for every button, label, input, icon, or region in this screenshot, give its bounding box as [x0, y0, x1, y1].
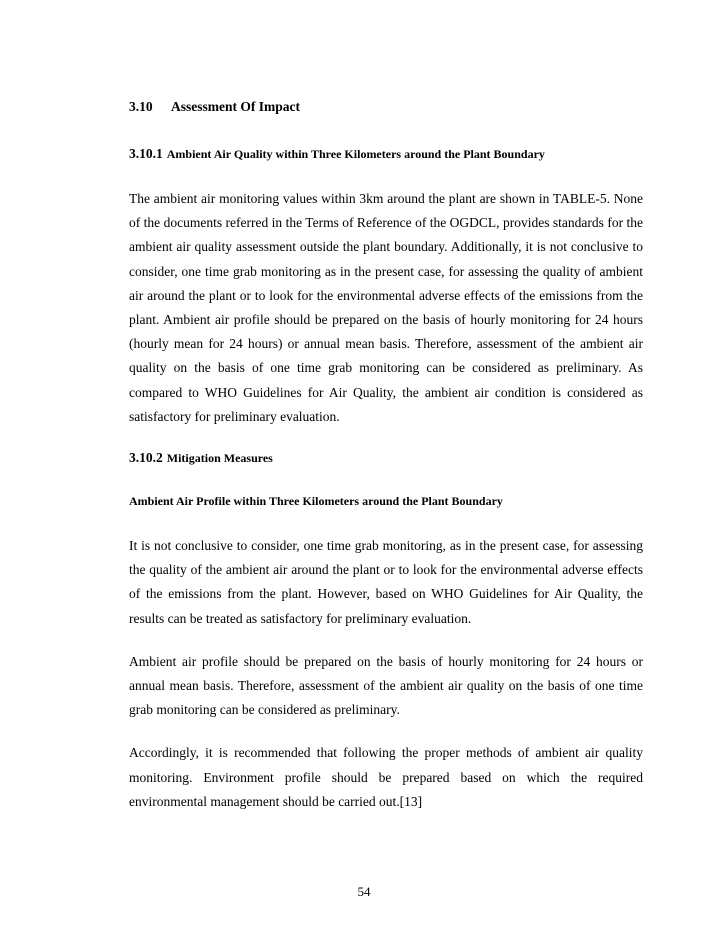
subsection-number-2: 3.10.2 [129, 450, 163, 466]
subsection-number-1: 3.10.1 [129, 146, 163, 161]
mitigation-heading: Ambient Air Profile within Three Kilometers around the Plant Boundary [129, 494, 503, 509]
page-content [129, 97, 643, 833]
section-heading [129, 97, 643, 117]
paragraph-mitigation-1: It is not conclusive to consider, one time grab monitoring, as in the present case, for assessing the quality of the ambient air around the plant or to look for the environmental adverse effects of the emissions from the plant. However, based on WHO Guidelines for Air Quality, the results can be treated as satisfactory for preliminary evaluation. [129, 538, 643, 626]
subsection-title-2: Mitigation Measures [166, 451, 273, 466]
section-number: 3.10 [129, 99, 153, 114]
section-title: Assessment Of Impact [171, 99, 300, 114]
paragraph-mitigation-3: Accordingly, it is recommended that following the proper methods of ambient air quality monitoring. Environment profile should be prepared based on which the required environmental management should be carried out.[13] [129, 745, 643, 809]
subsection-heading-2 [129, 448, 643, 468]
paragraph-ambient-air-monitoring: The ambient air monitoring values within 3km around the plant are shown in TABLE-5. None of the documents referred in the Terms of Reference of the OGDCL, provides standards for the ambient air quality assessment outside the plant boundary. Additionally, it is not conclusive to consider, one time grab monitoring as in the present case, for assessing the quality of ambient air around the plant or to look for the environmental adverse effects of the emissions from the plant. Ambient air profile should be prepared on the basis of hourly monitoring for 24 hours (hourly mean for 24 hours) or annual mean basis. Therefore, assessment of the ambient air quality on the basis of one time grab monitoring can be considered as preliminary. As compared to WHO Guidelines for Air Quality, the ambient air condition is considered as satisfactory for preliminary evaluation. [129, 191, 643, 424]
subsection-heading-1 [129, 144, 643, 164]
subsection-title-1: Ambient Air Quality within Three Kilometers around the Plant Boundary [166, 147, 545, 161]
paragraph-mitigation-2: Ambient air profile should be prepared on the basis of hourly monitoring for 24 hours or annual mean basis. Therefore, assessment of the ambient air quality on the basis of one time grab monitoring can be considered as preliminary. [129, 653, 643, 718]
page-number: 54 [357, 884, 371, 899]
